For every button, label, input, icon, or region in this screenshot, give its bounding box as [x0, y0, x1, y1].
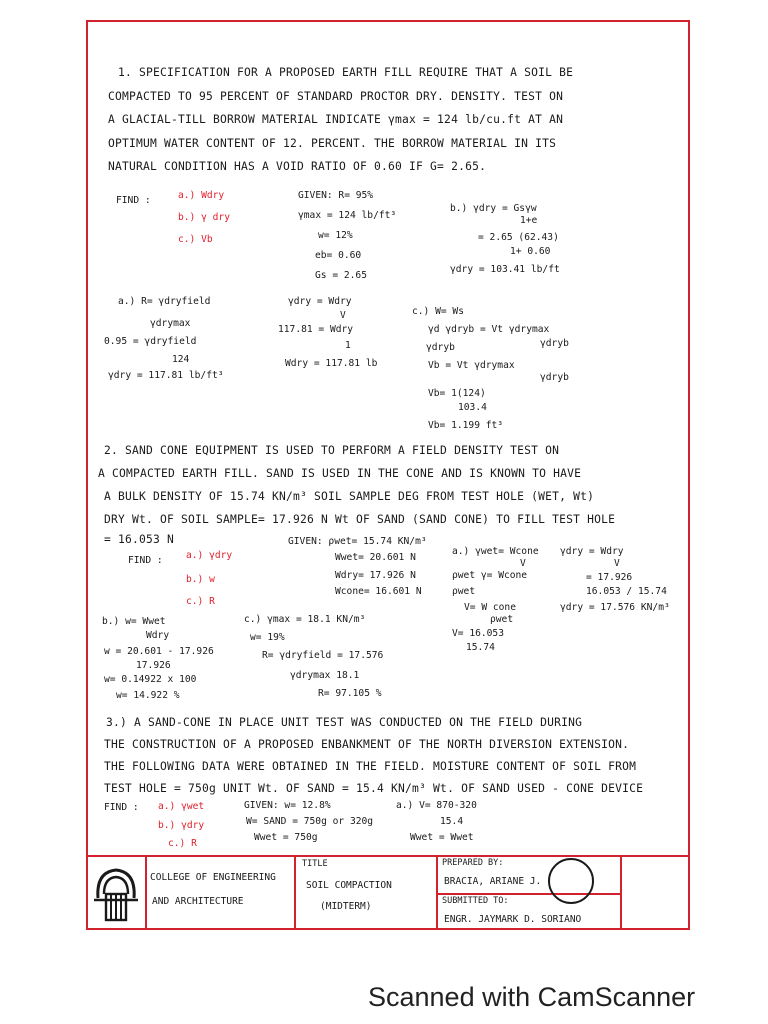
work-line: 17.926 — [136, 660, 171, 671]
problem-2-line: = 16.053 N — [104, 533, 175, 546]
college-name: AND ARCHITECTURE — [152, 896, 244, 907]
college-name: COLLEGE OF ENGINEERING — [150, 872, 276, 883]
work-line: 103.4 — [458, 402, 487, 413]
work-line: γd γdryb = Vt γdrymax — [428, 324, 550, 335]
find-item: c.) R — [186, 596, 215, 607]
title-value: SOIL COMPACTION — [306, 880, 392, 891]
work-line: a.) γwet= Wcone — [452, 546, 539, 557]
work-line: V — [340, 310, 346, 321]
work-line: ρwet — [452, 586, 476, 597]
work-line: Vb = Vt γdrymax — [428, 360, 515, 371]
work-line: w = 20.601 - 17.926 — [104, 646, 214, 657]
work-line: γdrymax 18.1 — [290, 670, 360, 681]
prepared-by-name: BRACIA, ARIANE J. — [444, 876, 542, 887]
problem-1-line: OPTIMUM WATER CONTENT OF 12. PERCENT. THE BORROW MATERIAL IN ITS — [108, 137, 557, 150]
work-line: γdryb — [540, 338, 569, 349]
work-line: ρwet γ= Wcone — [452, 570, 528, 581]
given-line: w= 12% — [318, 230, 353, 241]
work-line: w= 19% — [250, 632, 285, 643]
submitted-to-label: SUBMITTED TO: — [442, 896, 509, 906]
problem-1-line: A GLACIAL-TILL BORROW MATERIAL INDICATE γmax = 124 lb/cu.ft AT AN — [108, 113, 564, 126]
given-line: γmax = 124 lb/ft³ — [298, 210, 397, 221]
work-line: 15.4 — [440, 816, 464, 827]
given-line: Wdry= 17.926 N — [335, 570, 416, 581]
work-line: b.) γdry = Gsγw — [450, 203, 537, 214]
work-line: γdryb — [540, 372, 569, 383]
submitted-to-name: ENGR. JAYMARK D. SORIANO — [444, 914, 582, 925]
find-label: FIND : — [104, 802, 139, 813]
find-item: b.) w — [186, 574, 215, 585]
work-line: R= 97.105 % — [318, 688, 382, 699]
work-line: = 17.926 — [586, 572, 633, 583]
work-line: γdry = Wdry — [560, 546, 624, 557]
work-line: γdry = Wdry — [288, 296, 352, 307]
work-line: 15.74 — [466, 642, 495, 653]
work-line: V= 16.053 — [452, 628, 504, 639]
work-line: 117.81 = Wdry — [278, 324, 354, 335]
title-block-mid-rule — [436, 893, 620, 895]
work-line: 1+e — [520, 215, 538, 226]
problem-1-line: NATURAL CONDITION HAS A VOID RATIO OF 0.60 IF G= 2.65. — [108, 160, 487, 173]
work-line: R= γdryfield = 17.576 — [262, 650, 384, 661]
work-line: w= 0.14922 x 100 — [104, 674, 197, 685]
problem-3-line: THE CONSTRUCTION OF A PROPOSED ENBANKMENT OF THE NORTH DIVERSION EXTENSION. — [104, 738, 630, 751]
title-block-top-rule — [86, 855, 690, 857]
work-line: w= 14.922 % — [116, 690, 180, 701]
work-line: Vb= 1.199 ft³ — [428, 420, 504, 431]
find-item: c.) R — [168, 838, 197, 849]
given-line: GIVEN: ρwet= 15.74 KN/m³ — [288, 536, 427, 547]
work-line: a.) V= 870-320 — [396, 800, 477, 811]
work-line: γdrymax — [150, 318, 191, 329]
given-line: eb= 0.60 — [315, 250, 362, 261]
work-line: Wwet = Wwet — [410, 832, 474, 843]
work-line: 0.95 = γdryfield — [104, 336, 197, 347]
title-block-divider — [294, 855, 296, 930]
given-line: W= SAND = 750g or 320g — [246, 816, 374, 827]
problem-2-line: A COMPACTED EARTH FILL. SAND IS USED IN THE CONE AND IS KNOWN TO HAVE — [98, 467, 582, 480]
work-line: c.) W= Ws — [412, 306, 464, 317]
work-line: Wdry = 117.81 lb — [285, 358, 378, 369]
title-block-divider — [145, 855, 147, 930]
find-label: FIND : — [116, 195, 151, 206]
work-line: a.) R= γdryfield — [118, 296, 211, 307]
find-item: a.) γdry — [186, 550, 233, 561]
find-item: a.) γwet — [158, 801, 205, 812]
problem-2-line: DRY Wt. OF SOIL SAMPLE= 17.926 N Wt OF SAND (SAND CONE) TO FILL TEST HOLE — [104, 513, 616, 526]
problem-1-line: COMPACTED TO 95 PERCENT OF STANDARD PROCTOR DRY. DENSITY. TEST ON — [108, 90, 564, 103]
work-line: V — [614, 558, 620, 569]
problem-3-line: THE FOLLOWING DATA WERE OBTAINED IN THE FIELD. MOISTURE CONTENT OF SOIL FROM — [104, 760, 637, 773]
work-line: γdry = 17.576 KN/m³ — [560, 602, 670, 613]
given-line: GIVEN: R= 95% — [298, 190, 374, 201]
work-line: Wdry — [146, 630, 170, 641]
given-line: Gs = 2.65 — [315, 270, 367, 281]
prepared-by-label: PREPARED BY: — [442, 858, 504, 868]
work-line: 1 — [345, 340, 351, 351]
work-line: = 2.65 (62.43) — [478, 232, 559, 243]
work-line: V — [520, 558, 526, 569]
work-line: γdry = 117.81 lb/ft³ — [108, 370, 224, 381]
title-value: (MIDTERM) — [320, 901, 372, 912]
work-line: c.) γmax = 18.1 KN/m³ — [244, 614, 366, 625]
given-line: GIVEN: w= 12.8% — [244, 800, 331, 811]
work-line: 16.053 / 15.74 — [586, 586, 667, 597]
problem-2-line: 2. SAND CONE EQUIPMENT IS USED TO PERFORM A FIELD DENSITY TEST ON — [104, 444, 560, 457]
find-item: a.) Wdry — [178, 190, 225, 201]
work-line: γdry = 103.41 lb/ft — [450, 264, 560, 275]
find-item: c.) Vb — [178, 234, 213, 245]
title-block-divider — [620, 855, 622, 930]
problem-3-line: 3.) A SAND-CONE IN PLACE UNIT TEST WAS CONDUCTED ON THE FIELD DURING — [106, 716, 583, 729]
problem-3-line: TEST HOLE = 750g UNIT Wt. OF SAND = 15.4 KN/m³ Wt. OF SAND USED - CONE DEVICE — [104, 782, 644, 795]
problem-2-line: A BULK DENSITY OF 15.74 KN/m³ SOIL SAMPLE DEG FROM TEST HOLE (WET, Wt) — [104, 490, 595, 503]
title-label: TITLE — [302, 859, 328, 869]
problem-1-line: 1. SPECIFICATION FOR A PROPOSED EARTH FILL REQUIRE THAT A SOIL BE — [118, 66, 574, 79]
work-line: b.) w= Wwet — [102, 616, 166, 627]
work-line: 1+ 0.60 — [510, 246, 551, 257]
find-label: FIND : — [128, 555, 163, 566]
given-line: Wwet = 750g — [254, 832, 318, 843]
grade-circle — [548, 858, 594, 904]
work-line: Vb= 1(124) — [428, 388, 486, 399]
work-line: γdryb — [426, 342, 455, 353]
given-line: Wwet= 20.601 N — [335, 552, 416, 563]
college-logo-icon — [90, 860, 142, 926]
find-item: b.) γ dry — [178, 212, 230, 223]
find-item: b.) γdry — [158, 820, 205, 831]
scanner-watermark: Scanned with CamScanner — [368, 982, 696, 1012]
work-line: ρwet — [490, 614, 514, 625]
work-line: V= W cone — [464, 602, 516, 613]
given-line: Wcone= 16.601 N — [335, 586, 422, 597]
work-line: 124 — [172, 354, 190, 365]
